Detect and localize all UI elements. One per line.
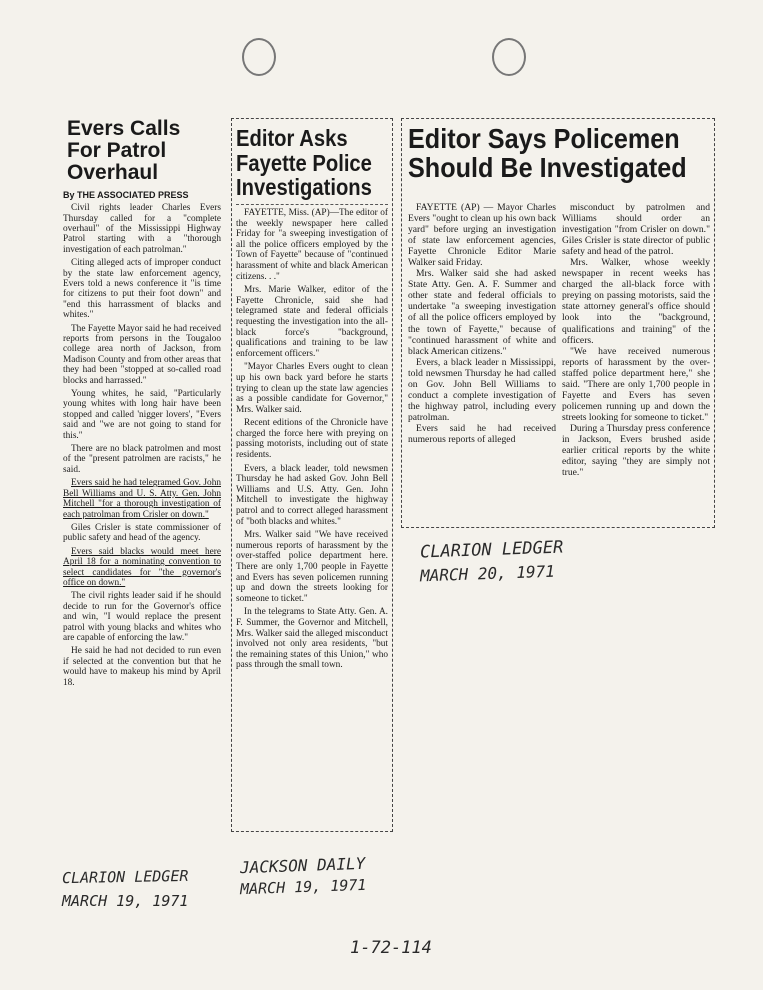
handwritten-file-number: 1-72-114 [350, 938, 432, 958]
clipping-editor-asks [236, 122, 388, 827]
paragraph: Recent editions of the Chronicle have charged the force here with preying on passing motorists, including out of state residents. [236, 418, 388, 461]
paragraph: Mrs. Walker said she had asked State Atty. Gen. A. F. Summer and other state and federal officials to undertake "a sweeping investigation of all the police officers employed by the town of Fayette," because of "continued harassment of white and black American citizens." [408, 268, 556, 357]
handwritten-source-clip2: JACKSON DAILY [239, 853, 366, 878]
handwritten-date-clip3: MARCH 20, 1971 [419, 561, 556, 586]
handwritten-source-clip1: CLARION LEDGER [61, 866, 189, 888]
paragraph: Mrs. Walker, whose weekly newspaper in recent weeks has charged the all-black force with preying on passing motorists, said the state attorney general's office should look into the "background, qualifications and training" of the officers. [562, 257, 710, 346]
clipping-1-headline: Evers Calls For Patrol Overhaul [67, 117, 181, 185]
handwritten-date-clip1: MARCH 19, 1971 [62, 892, 189, 910]
paragraph: "Mayor Charles Evers ought to clean up his own back yard before he starts trying to clean up the state law agencies as a possible candidate for Governor," Mrs. Walker said. [236, 362, 388, 415]
handwritten-date-clip2: MARCH 19, 1971 [239, 875, 367, 899]
paragraph: Young whites, he said, "Particularly young whites with long hair have been stopped and called 'nigger lovers', "Evers said and "we are not going to stand for this." [63, 389, 221, 441]
punch-hole-right [492, 38, 526, 76]
paragraph: In the telegrams to State Atty. Gen. A. F. Summer, the Governor and Mitchell, Mrs. Walker said the alleged misconduct involved not only area residents, "but the remaining states of this Union," who pass through the small town. [236, 607, 388, 671]
clipping-evers-calls [63, 108, 221, 828]
clipping-2-headline: Editor Asks Fayette Police Investigations [236, 125, 372, 201]
paragraph: Evers, a black leader n Mississippi, told newsmen Thursday he had called on Gov. John Bell Williams to conduct a complete investigation of the highway patrol, including every patrolman. [408, 356, 556, 423]
clipping-1-body [63, 203, 221, 688]
paragraph: Evers said he had received numerous reports of alleged [408, 422, 556, 445]
handwritten-source-clip3: CLARION LEDGER [419, 537, 564, 563]
clipping-3-headline: Editor Says Policemen Should Be Investigated [408, 123, 687, 184]
paragraph: There are no black patrolmen and most of the "present patrolmen are racists," he said. [63, 444, 221, 475]
paragraph: Civil rights leader Charles Evers Thursday called for a "complete overhaul" of the Mississippi Highway Patrol starting with a "thorough investigation of each patrolman." [63, 203, 221, 255]
paragraph: The Fayette Mayor said he had received reports from persons in the Tougaloo college area north of Jackson, from Madison County and from other areas that they had been "stopped at so-called road blocks and harrassed." [63, 323, 221, 386]
paragraph: Evers said he had telegramed Gov. John Bell Williams and U. S. Atty. Gen. John Mitchell "for a thorough investigation of each patrolman from Crisler on down." [63, 478, 221, 520]
punch-hole-left [242, 38, 276, 76]
clipping-3-column-1 [408, 202, 556, 524]
paragraph: FAYETTE (AP) — Mayor Charles Evers "ought to clean up his own back yard" before urging an investigation of state law enforcement agencies, Fayette Chronicle Editor Marie Walker said Friday. [408, 202, 556, 269]
paragraph: Evers, a black leader, told newsmen Thursday he had asked Gov. John Bell Williams and U.S. Atty. Gen. John Mitchell to investigate the highway patrol and to correct alleged harassment of "both blacks and whites." [236, 463, 388, 527]
clipping-2-dateline-rule [236, 204, 388, 205]
paragraph: During a Thursday press conference in Jackson, Evers brushed aside earlier critical reports by the white editor, saying "they are simply not true." [562, 422, 710, 479]
paragraph: FAYETTE, Miss. (AP)—The editor of the weekly newspaper here called Friday for "a sweeping investigation of all the police officers employed by the Town of Fayette" because of "continued harassment of white and black American citizens. . ." [236, 208, 388, 282]
clipping-3-column-2 [562, 202, 710, 524]
paragraph: The civil rights leader said if he should decide to run for the Governor's office and win, "I would replace the present patrol with young blacks and whites who are capable of enforcing the law." [63, 591, 221, 643]
paragraph: Evers said blacks would meet here April 18 for a nominating convention to select candidates for "the governor's office on down." [63, 546, 221, 588]
paragraph: misconduct by patrolmen and Williams should order an investigation "from Crisler on down." Giles Crisler is state director of public safety and head of the patrol. [562, 202, 710, 258]
paragraph: "We have received numerous reports of harassment by the over-staffed police department here," she said. "There are only 1,700 people in Fayette and Evers has seven policemen running up and down the streets looking for someone to ticket." [562, 345, 710, 423]
paragraph: Mrs. Walker said "We have received numerous reports of harassment by the over-staffed police department here. There are only 1,700 people in Fayette and Evers has seven policemen running up and down the streets looking for someone to ticket." [236, 530, 388, 604]
paragraph: Mrs. Marie Walker, editor of the Fayette Chronicle, said she had telegramed state and federal officials requesting the investigation into the all-black force's "background, qualifications and training to be law enforcement officers." [236, 285, 388, 359]
paragraph: He said he had not decided to run even if selected at the convention but that he would have to makeup his mind by April 18. [63, 646, 221, 688]
paragraph: Giles Crisler is state commissioner of public safety and head of the agency. [63, 522, 221, 544]
clipping-2-body [236, 208, 388, 671]
paragraph: Citing alleged acts of improper conduct by the state law enforcement agency, Evers told a news conference it "is time for citizens to put their foot down" and "end this harrassment of blacks and whites." [63, 258, 221, 321]
clipping-1-byline: By THE ASSOCIATED PRESS [63, 190, 189, 201]
